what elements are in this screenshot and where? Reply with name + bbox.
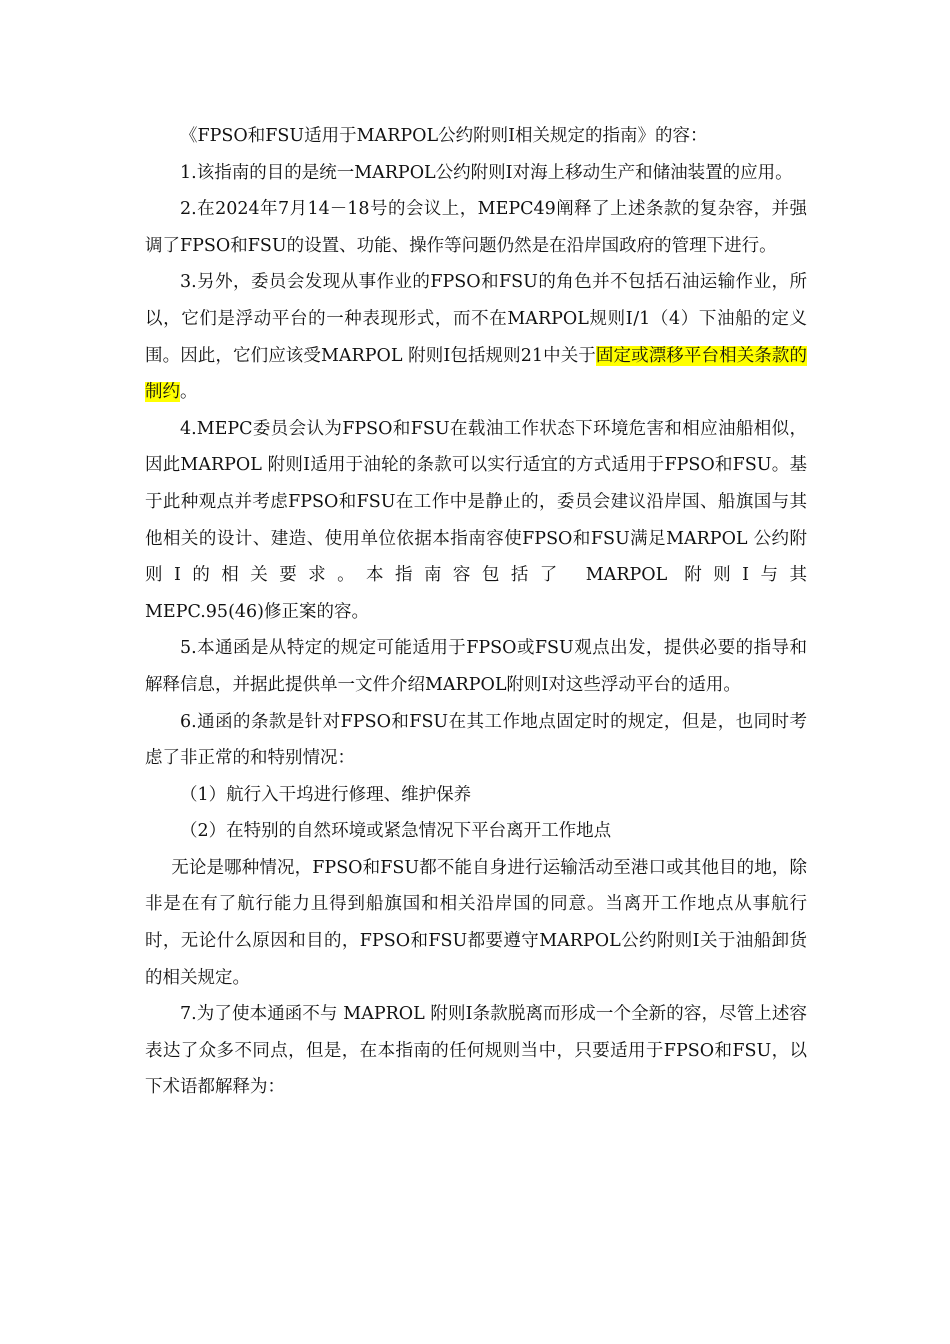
list-item-1: （1）航行入干坞进行修理、维护保养 [180,784,472,805]
highlighted-text: 固定或漂移平台相关条款的制约 [145,345,807,403]
paragraph-6: 6.通函的条款是针对FPSO和FSU在其工作地点固定时的规定，但是，也同时考虑了非正常的和特别情况： [145,711,807,769]
paragraph-3-text: 3.另外，委员会发现从事作业的FPSO和FSU的角色并不包括石油运输作业，所以，它们是浮动平台的一种表现形式，而不在MARPOL规则Ⅰ/1（4）下油船的定义围。因此，它们应该受MARPOL 附则Ⅰ包括规则21中关于 [145,272,807,366]
paragraph-8: 7.为了使本通函不与 MAPROL 附则Ⅰ条款脱离而形成一个全新的容，尽管上述容表达了众多不同点，但是，在本指南的任何规则当中，只要适用于FPSO和FSU，以下术语都解释为： [145,1004,807,1098]
document-heading: 《FPSO和FSU适用于MARPOL公约附则Ⅰ相关规定的指南》的容： [180,126,708,146]
paragraph-3 [145,264,807,410]
list-item-2: （2）在特别的自然环境或紧急情况下平台离开工作地点 [180,821,612,842]
paragraph-3-end: 。 [180,382,198,403]
paragraph-1: 1.该指南的目的是统一MARPOL公约附则Ⅰ对海上移动生产和储油装置的应用。 [180,162,793,183]
paragraph-5: 5.本通函是从特定的规定可能适用于FPSO或FSU观点出发，提供必要的指导和解释信息，并据此提供单一文件介绍MARPOL附则Ⅰ对这些浮动平台的适用。 [145,638,807,695]
paragraph-4-last-line: MEPC.95(46)修正案的容。 [145,601,369,622]
document-body [145,118,807,1106]
paragraph-2: 2.在2024年7月14－18号的会议上，MEPC49阐释了上述条款的复杂容，并强调了FPSO和FSU的设置、功能、操作等问题仍然是在沿岸国政府的管理下进行。 [145,199,807,256]
paragraph-4: 4.MEPC委员会认为FPSO和FSU在载油工作状态下环境危害和相应油船相似，因此MARPOL 附则Ⅰ适用于油轮的条款可以实行适宜的方式适用于FPSO和FSU。基于此种观点并考虑FPSO和FSU在工作中是静止的，委员会建议沿岸国、船旗国与其他相关的设计、建造、使用单位依据本指南容使FPSO和FSU满足MARPOL 公约附则Ⅰ的相关要求。本指南容包括了 MARPOL 附则Ⅰ与其 [145,418,807,586]
paragraph-7: 无论是哪种情况，FPSO和FSU都不能自身进行运输活动至港口或其他目的地，除非是在有了航行能力且得到船旗国和相关沿岸国的同意。当离开工作地点从事航行时，无论什么原因和目的，FPSO和FSU都要遵守MARPOL公约附则Ⅰ关于油船卸货的相关规定。 [145,857,807,988]
